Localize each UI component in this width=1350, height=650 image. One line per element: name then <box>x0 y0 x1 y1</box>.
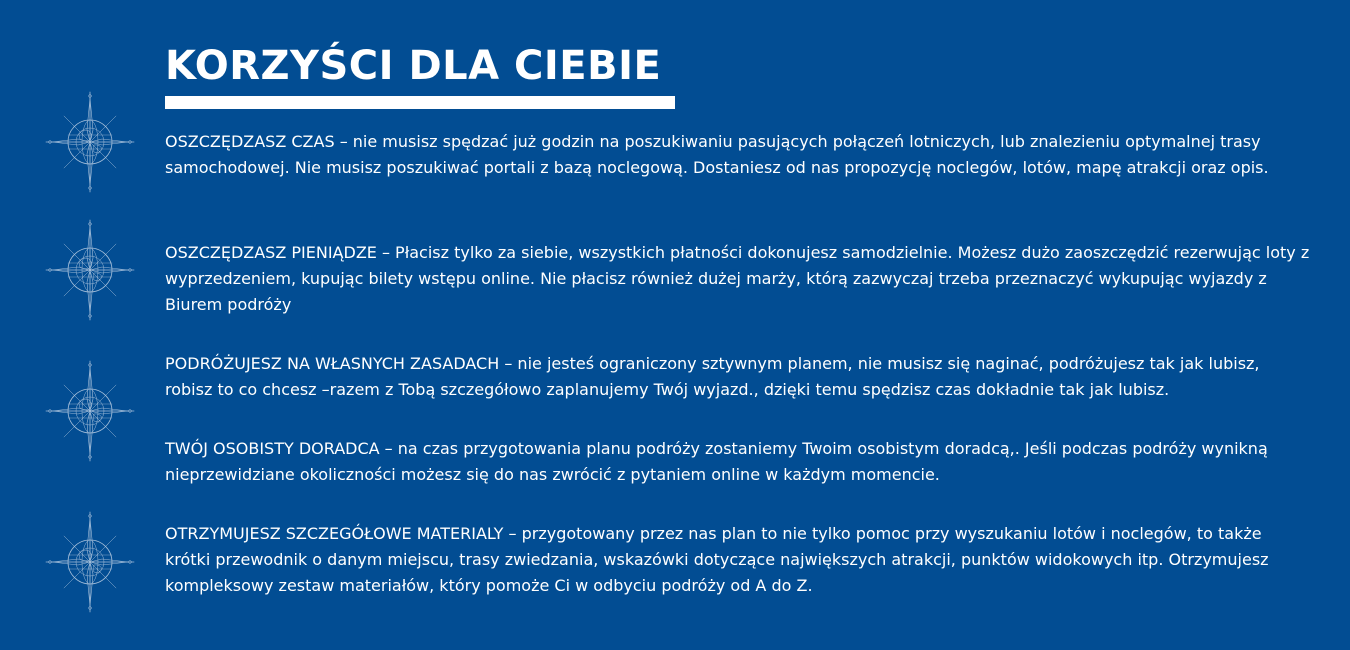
compass-globe-icon <box>42 218 138 322</box>
benefit-save-time: OSZCZĘDZASZ CZAS – nie musisz spędzać już godzin na poszukiwaniu pasujących połączeń lotniczych, lub znalezieniu optymalnej trasy samochodowej. Nie musisz poszukiwać portali z bazą noclegową. Dostaniesz od nas propozycję noclegów, lotów, mapę atrakcji oraz opis. <box>165 132 1269 177</box>
benefit-own-rules: PODRÓŻUJESZ NA WŁASNYCH ZASADACH – nie jesteś ograniczony sztywnym planem, nie musisz się naginać, podróżujesz tak jak lubisz, robisz to co chcesz –razem z Tobą szczegółowo zaplanujemy Twój wyjazd., dzięki temu spędzisz czas dokładnie tak jak lubisz. <box>165 354 1260 399</box>
page-title: KORZYŚCI DLA CIEBIE <box>165 43 662 89</box>
benefit-detailed-materials: OTRZYMUJESZ SZCZEGÓŁOWE MATERIALY – przygotowany przez nas plan to nie tylko pomoc przy wyszukaniu lotów i noclegów, to także krótki przewodnik o danym miejscu, trasy zwiedzania, wskazówki dotyczące największych atrakcji, punktów widokowych itp. Otrzymujesz kompleksowy zestaw materiałów, który pomoże Ci w odbyciu podróży od A do Z. <box>165 524 1269 595</box>
compass-globe-icon <box>42 510 138 614</box>
title-underline <box>165 96 675 109</box>
compass-globe-icon <box>42 90 138 194</box>
benefit-personal-advisor: TWÓJ OSOBISTY DORADCA – na czas przygotowania planu podróży zostaniemy Twoim osobistym doradcą,. Jeśli podczas podróży wynikną nieprzewidziane okoliczności możesz się do nas zwrócić z pytaniem online w każdym momencie. <box>165 439 1268 484</box>
benefit-save-money: OSZCZĘDZASZ PIENIĄDZE – Płacisz tylko za siebie, wszystkich płatności dokonujesz samodzielnie. Możesz dużo zaoszczędzić rezerwując loty z wyprzedzeniem, kupując bilety wstępu online. Nie płacisz również dużej marży, którą zazwyczaj trzeba przeznaczyć wykupując wyjazdy z Biurem podróży <box>165 243 1310 314</box>
compass-globe-icon <box>42 359 138 463</box>
